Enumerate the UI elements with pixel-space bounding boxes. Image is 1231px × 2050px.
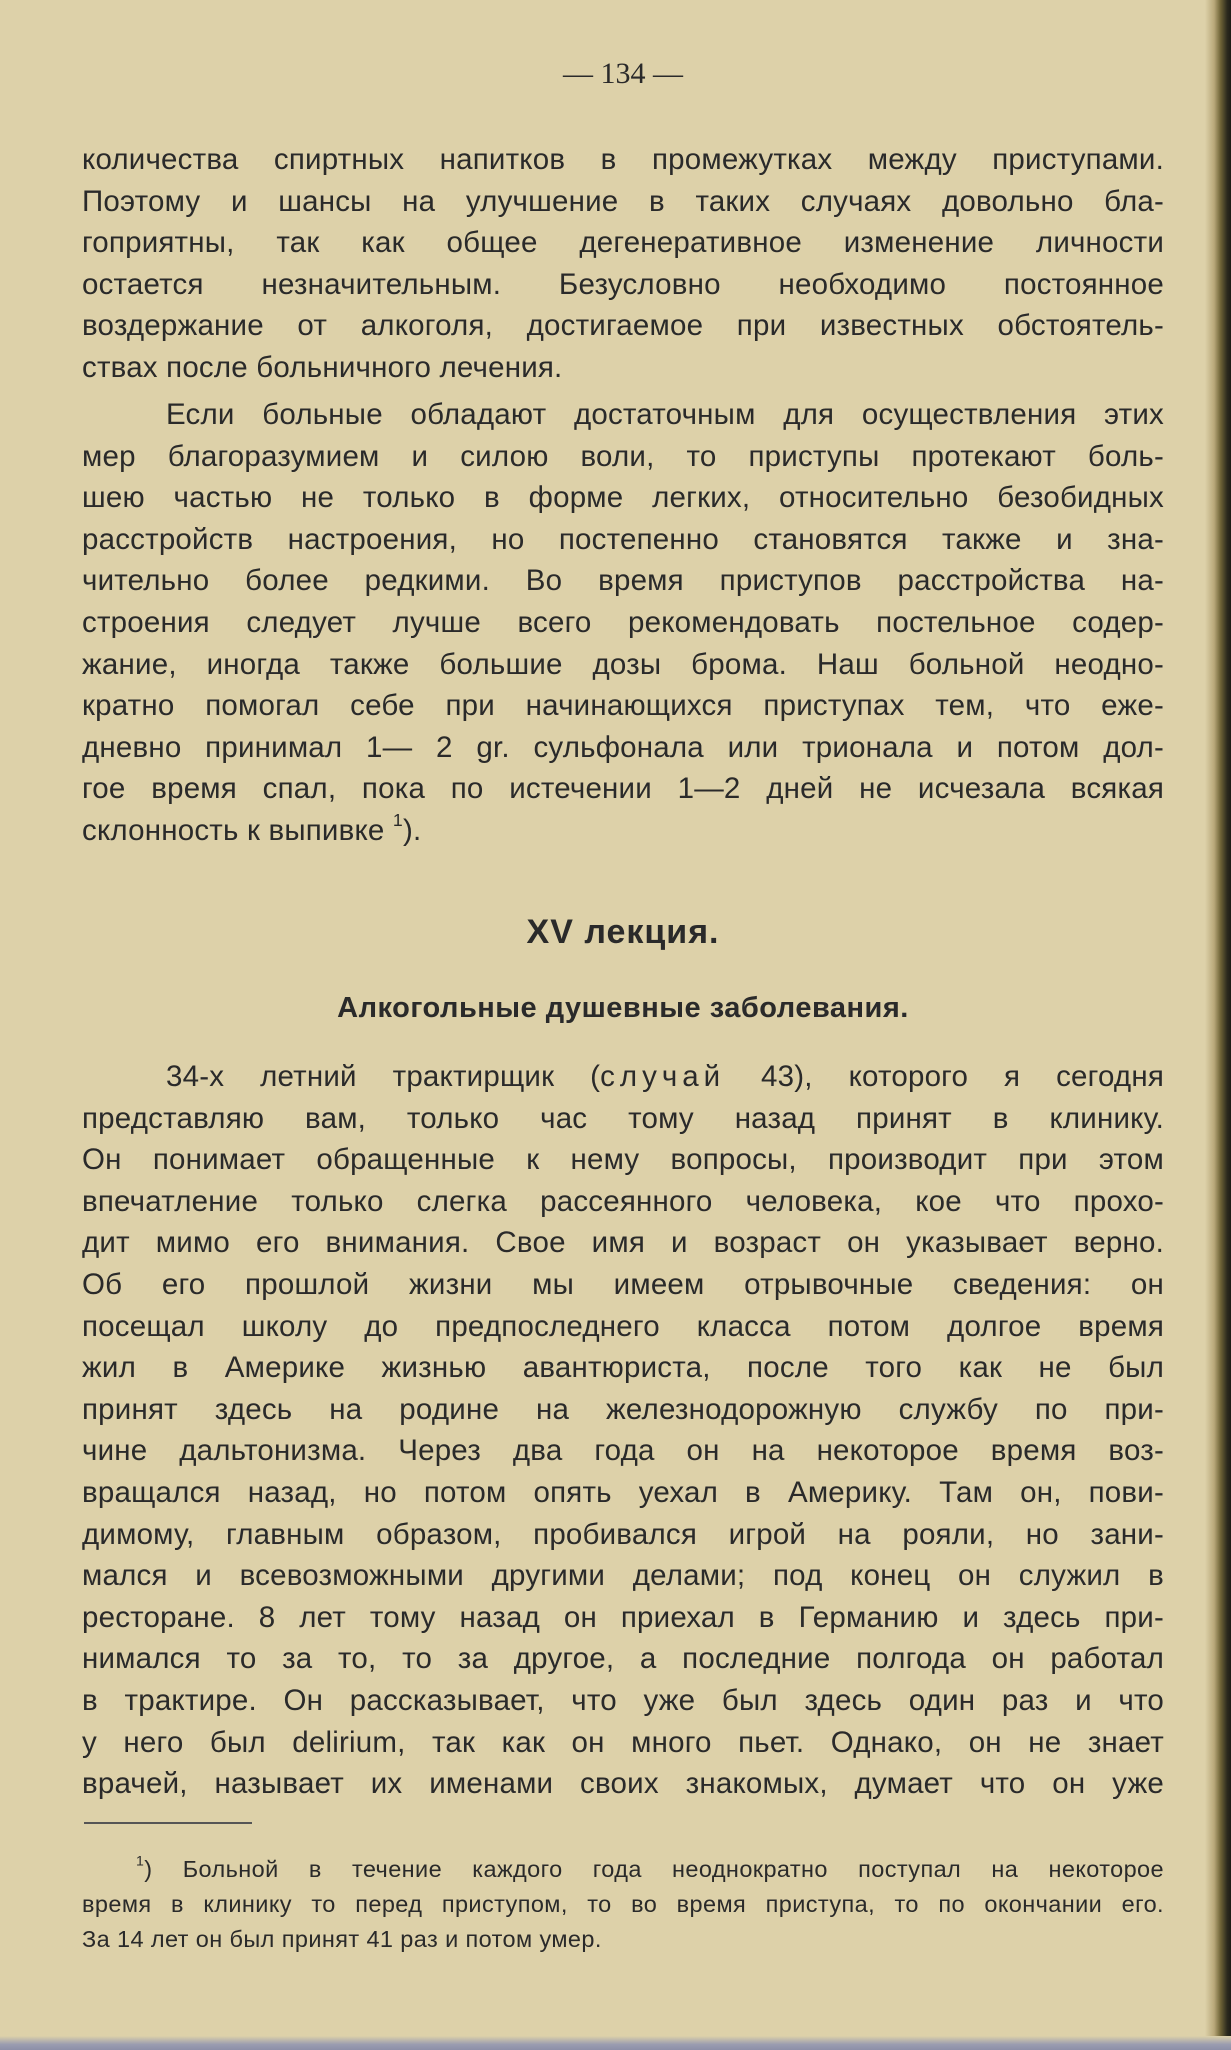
footnote-divider bbox=[84, 1822, 252, 1824]
footnote-line: За 14 лет он был принят 41 раз и потом умер. bbox=[82, 1926, 602, 1952]
paragraph-line: воздержание от алкоголя, достигаемое при известных обстоятель- bbox=[82, 309, 1164, 343]
footnote-line: время в клинику то перед приступом, то во время приступа, то по окончании его. bbox=[82, 1891, 1164, 1917]
paragraph-line: Он понимает обращенные к нему вопросы, производит при этом bbox=[82, 1143, 1164, 1177]
paragraph-line: посещал школу до предпоследнего класса потом долгое время bbox=[82, 1309, 1164, 1343]
footnote-mark: 1 bbox=[136, 1852, 145, 1869]
paragraph-line: Если больные обладают достаточным для осуществления этих bbox=[166, 398, 1164, 431]
paragraph-line-first bbox=[82, 1056, 1164, 1098]
paragraph-line: гое время спал, пока по истечении 1—2 дней не исчезала всякая bbox=[82, 772, 1164, 806]
footnote-reference: 1 bbox=[392, 809, 403, 830]
footnote-text: ) Больной в течение каждого года неоднократно поступал на некоторое bbox=[144, 1856, 1164, 1882]
footnote-line-first bbox=[82, 1852, 1164, 1887]
paragraph-line-last bbox=[82, 810, 1164, 852]
paragraph-line: остается незначительным. Безусловно необходимо постоянное bbox=[82, 267, 1164, 301]
paragraph-line: мер благоразумием и силою воли, то приступы протекают боль- bbox=[82, 439, 1164, 473]
paragraph-line: расстройств настроения, но постепенно становятся также и зна- bbox=[82, 522, 1164, 556]
paragraph-line: гоприятны, так как общее дегенеративное изменение личности bbox=[82, 226, 1164, 260]
paragraph-line: димому, главным образом, пробивался игрой на рояли, но зани- bbox=[82, 1517, 1164, 1551]
paragraph-line: в трактире. Он рассказывает, что уже был здесь один раз и что bbox=[82, 1683, 1164, 1717]
spaced-word: случай bbox=[600, 1060, 726, 1093]
paragraph-line: чительно более редкими. Во время приступов расстройства на- bbox=[82, 564, 1164, 598]
paragraph-1 bbox=[82, 139, 1164, 389]
paragraph-text: 34-х летний трактирщик ( bbox=[166, 1060, 601, 1093]
paragraph-line: жил в Америке жизнью авантюриста, после того как не был bbox=[82, 1351, 1164, 1385]
paragraph-line: ствах после больничного лечения. bbox=[82, 350, 563, 384]
page-bottom-edge bbox=[0, 2036, 1231, 2050]
paragraph-line: у него был delirium, так как он много пьет. Однако, он не знает bbox=[82, 1725, 1164, 1759]
paragraph-3 bbox=[82, 1056, 1164, 1805]
paragraph-line: принят здесь на родине на железнодорожную службу по при- bbox=[82, 1392, 1164, 1426]
paragraph-line: чине дальтонизма. Через два года он на некоторое время воз- bbox=[82, 1434, 1164, 1468]
paragraph-line: мался и всевозможными другими делами; под конец он служил в bbox=[82, 1559, 1164, 1593]
paragraph-line: количества спиртных напитков в промежутках между приступами. bbox=[82, 143, 1164, 176]
paragraph-line: врачей, называет их именами своих знакомых, думает что он уже bbox=[82, 1767, 1164, 1801]
paragraph-2 bbox=[82, 394, 1164, 852]
paragraph-line: впечатление только слегка рассеянного человека, кое что прохо- bbox=[82, 1184, 1164, 1218]
paragraph-line: Об его прошлой жизни мы имеем отрывочные сведения: он bbox=[82, 1267, 1164, 1301]
lecture-title: XV лекция. bbox=[526, 913, 720, 951]
paragraph-line: дневно принимал 1— 2 gr. сульфонала или трионала и потом дол- bbox=[82, 730, 1164, 764]
paragraph-line: шею частью не только в форме легких, относительно безобидных bbox=[82, 481, 1164, 515]
paragraph-line: нимался то за то, то за другое, а последние полгода он работал bbox=[82, 1642, 1164, 1676]
page-number: — 134 — bbox=[563, 57, 683, 90]
footnote bbox=[82, 1852, 1164, 1957]
paragraph-line: представляю вам, только час тому назад принят в клинику. bbox=[82, 1101, 1164, 1135]
paragraph-text-tail: ). bbox=[402, 813, 422, 847]
paragraph-line: ресторане. 8 лет тому назад он приехал в Германию и здесь при- bbox=[82, 1600, 1164, 1634]
paragraph-line: строения следует лучше всего рекомендовать постельное содер- bbox=[82, 605, 1164, 639]
paragraph-text: 43), которого я сегодня bbox=[725, 1060, 1164, 1093]
lecture-subtitle: Алкогольные душевные заболевания. bbox=[337, 992, 909, 1024]
book-spine-shadow bbox=[1205, 0, 1231, 2050]
paragraph-text: склонность к выпивке bbox=[82, 813, 385, 847]
paragraph-line: кратно помогал себе при начинающихся приступах тем, что еже- bbox=[82, 689, 1164, 723]
paragraph-line: дит мимо его внимания. Свое имя и возраст он указывает верно. bbox=[82, 1226, 1164, 1260]
paragraph-line: жание, иногда также большие дозы брома. Наш больной неодно- bbox=[82, 647, 1164, 681]
paragraph-line: вращался назад, но потом опять уехал в Америку. Там он, пови- bbox=[82, 1475, 1164, 1509]
paragraph-line: Поэтому и шансы на улучшение в таких случаях довольно бла- bbox=[82, 184, 1164, 218]
